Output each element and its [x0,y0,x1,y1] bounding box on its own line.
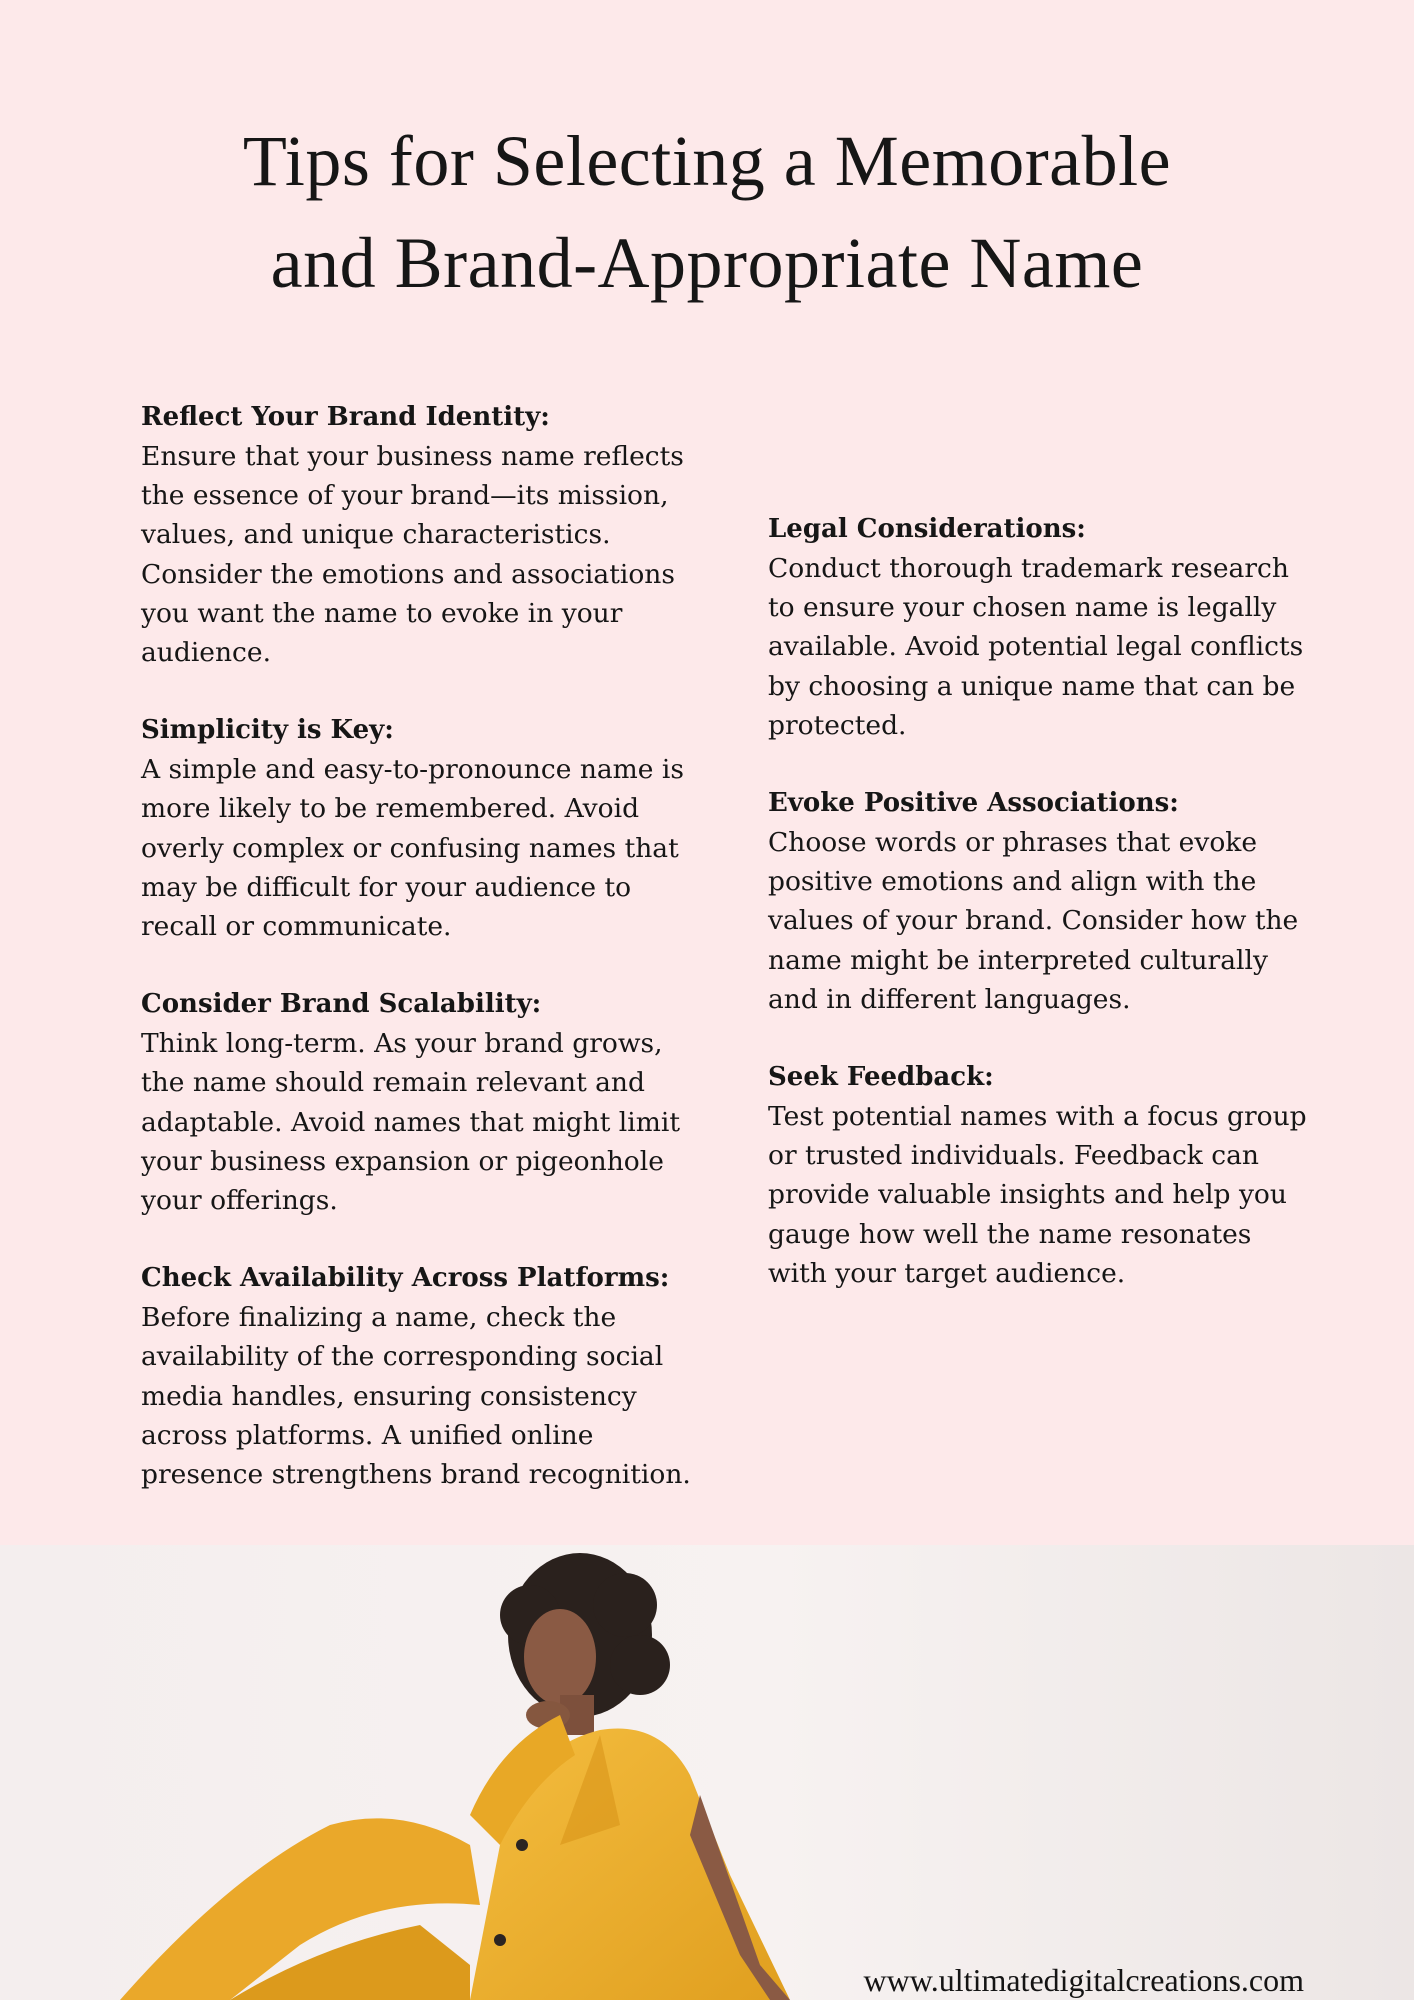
tip-heading: Seek Feedback: [768,1062,994,1093]
tip-heading: Simplicity is Key: [141,715,394,746]
tip-check-availability [141,1259,701,1494]
page-title-line-2: and Brand-Appropriate Name [270,223,1144,303]
tip-body: A simple and easy-to-pronounce name is more likely to be remembered. Avoid overly complex or confusing names that may be difficult for your audience to recall or communicate. [141,754,684,943]
tip-heading: Consider Brand Scalability: [141,989,542,1020]
tip-heading: Reflect Your Brand Identity: [141,402,550,432]
left-column [141,398,701,1533]
tip-legal-considerations [768,510,1308,745]
tip-heading: Check Availability Across Platforms: [141,1263,670,1294]
tip-brand-scalability [141,985,701,1220]
tip-heading: Evoke Positive Associations: [768,788,1179,819]
model-illustration [0,1545,1414,2000]
model-photo [0,1545,1414,2000]
tip-body: Test potential names with a focus group or trusted individuals. Feedback can provide valuable insights and help you gauge how well the name resonates with your target audience. [768,1101,1307,1289]
tip-body: Choose words or phrases that evoke positive emotions and align with the values of your brand. Consider how the name might be interpreted culturally and in different languages. [768,827,1299,1015]
tip-positive-associations [768,784,1308,1019]
tip-simplicity [141,711,701,946]
tip-reflect-brand-identity [141,398,701,672]
right-column [768,510,1308,1332]
tip-body: Think long-term. As your brand grows, the name should remain relevant and adaptable. Avoid names that might limit your business expansion or pigeonhole your offerings. [141,1028,680,1217]
tip-heading: Legal Considerations: [768,514,1086,544]
page-title-line-1: Tips for Selecting a Memorable [242,121,1172,201]
page-title [0,110,1414,314]
website-url[interactable]: www.ultimatedigitalcreations.com [863,1962,1304,1998]
tip-body: Before finalizing a name, check the availability of the corresponding social media handles, ensuring consistency across platforms. A unified online presence strengthens brand recognition. [141,1302,691,1491]
tip-body: Ensure that your business name reflects the essence of your brand—its mission, values, and unique characteristics. Consider the emotions and associations you want the name to evoke in your audience. [141,441,684,669]
tip-seek-feedback [768,1058,1308,1293]
tip-body: Conduct thorough trademark research to ensure your chosen name is legally available. Avoid potential legal conflicts by choosing a unique name that can be protected. [768,553,1304,741]
